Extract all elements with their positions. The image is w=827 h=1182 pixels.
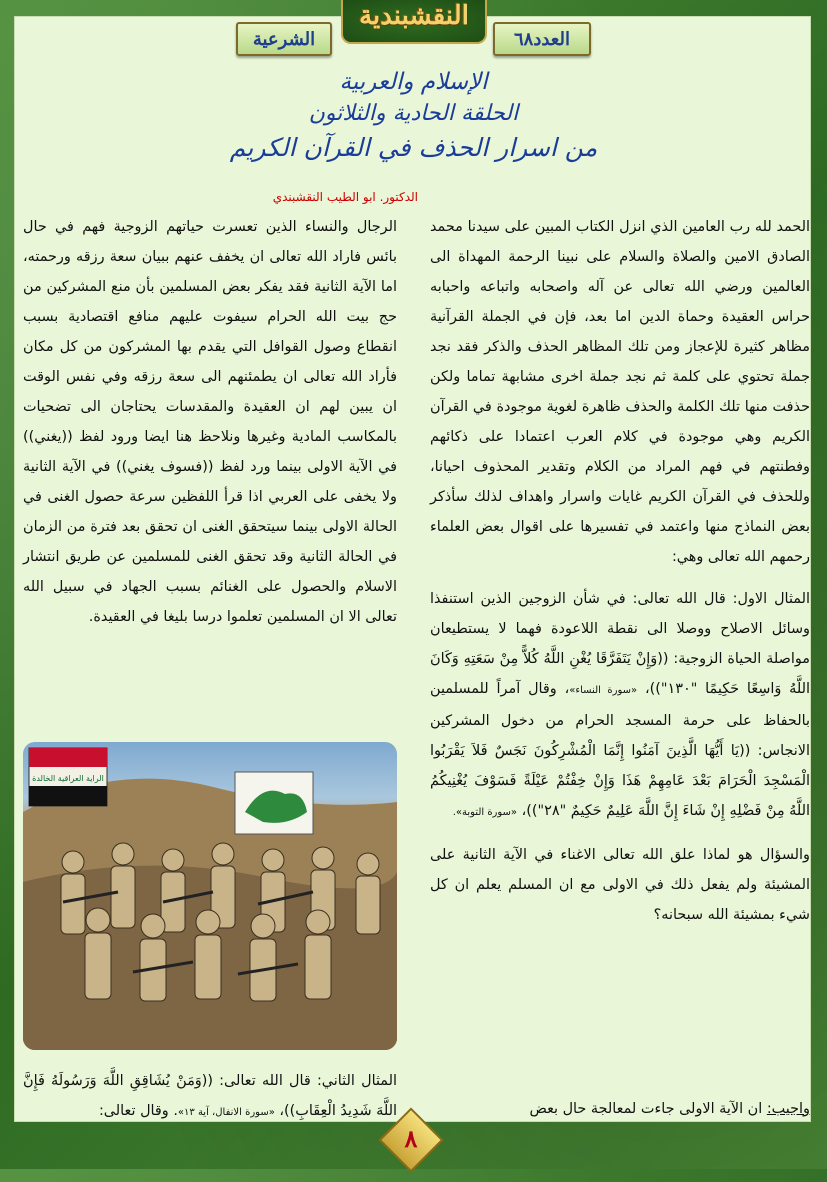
left-column-bottom [23, 1066, 397, 1140]
verse-reference: «سورة النساء» [569, 685, 638, 696]
quran-verse: وَإِنْ يَتَفَرَّقَا يُغْنِ اللَّهُ كُلاًّ مِنْ سَعَتِهِ وَكَانَ اللَّهُ وَاسِعًا حَكِيمًا "١٣٠" [430, 651, 810, 697]
left-column [23, 212, 397, 644]
paragraph-example-2: المثال الثاني: قال الله تعالى: ((وَمَنْ يُشَاقِقِ اللَّهَ وَرَسُولَهُ فَإِنَّ اللَّهَ شَدِيدُ الْعِقَابِ))، «سورة الانفال، آية ١٣». وقال تعالى: [23, 1073, 398, 1119]
magazine-logo [341, 0, 487, 44]
fighters-photo-illustration [23, 742, 397, 1050]
article-titles [0, 66, 827, 166]
title-line-1: الإسلام والعربية [339, 69, 488, 95]
logo-text: النقشبندية [359, 1, 469, 31]
answer-label: واجيب: [766, 1101, 810, 1117]
paragraph-example-1: المثال الاول: قال الله تعالى: في شأن الزوجين الذين استنفذا وسائل الاصلاح ووصلا الى نقطة اللاعودة فهما لا يستطيعان مواصلة الحياة الزوجية: ((وَإِنْ يَتَفَرَّقَا يُغْنِ اللَّهُ كُلاًّ مِنْ سَعَتِهِ وَكَانَ اللَّهُ وَاسِعًا حَكِيمًا "١٣٠"))، «سورة النساء»، وقال آمراً للمسلمين بالحفاظ على حرمة المسجد الحرام من دخول المشركين الانجاس: ((يَا أَيُّهَا الَّذِينَ آمَنُوا إِنَّمَا الْمُشْرِكُونَ نَجَسٌ فَلاَ يَقْرَبُوا الْمَسْجِدَ الْحَرَامَ بَعْدَ عَامِهِمْ هَذَا وَإِنْ خِفْتُمْ عَيْلَةً فَسَوْفَ يُغْنِيكُمُ اللَّهُ مِنْ فَضْلِهِ إِنْ شَاءَ إِنَّ اللَّهَ عَلِيمٌ حَكِيمٌ "٢٨"))، «سورة التوبة». [430, 591, 810, 819]
title-line-3: من اسرار الحذف في القرآن الكريم [229, 133, 598, 162]
page-number: ٨ [404, 1124, 418, 1153]
issue-number-tab: العدد٦٨ [493, 22, 591, 56]
banner-caption: الراية العراقية الخالدة [32, 774, 104, 783]
section-tab: الشرعية [236, 22, 332, 56]
title-line-2: الحلقة الحادية والثلاثون [308, 101, 519, 126]
verse-reference: «سورة التوبة». [452, 807, 518, 818]
quran-verse: يَا أَيُّهَا الَّذِينَ آمَنُوا إِنَّمَا الْمُشْرِكُونَ نَجَسٌ فَلاَ يَقْرَبُوا الْمَسْجِدَ الْحَرَامَ بَعْدَ عَامِهِمْ هَذَا وَإِنْ خِفْتُمْ عَيْلَةً فَسَوْفَ يُغْنِيكُمُ اللَّهُ مِنْ فَضْلِهِ إِنْ شَاءَ إِنَّ اللَّهَ عَلِيمٌ حَكِيمٌ "٢٨" [430, 743, 810, 819]
article-photo [23, 742, 397, 1050]
author-byline: الدكتور. ابو الطيب النقشبندي [272, 190, 418, 204]
right-column [430, 212, 810, 942]
verse-reference: «سورة الانفال، آية ١٣» [177, 1107, 275, 1118]
paragraph-question: والسؤال هو لماذا علق الله تعالى الاغناء في الآية الثانية على المشيئة ولم يفعل ذلك في الاولى مع ان المسلم يعلم ان كل شيء بمشيئة الله سبحانه؟ [430, 847, 810, 923]
right-column-bottom [430, 1094, 810, 1136]
paragraph-intro: الحمد لله رب العامين الذي انزل الكتاب المبين على سيدنا محمد الصادق الامين والصلاة والسلام على نبينا الرحمة المهداة الى العالمين ورضي الله تعالى عن آله واصحابه واتباعه واحبابه حراس العقيدة وحماة الدين اما بعد، فإن في الجملة القرآنية مظاهر كثيرة للإعجاز ومن تلك المظاهر الحذف والذكر فقد نجد جملة تحتوي على كلمة ثم نجد جملة اخرى مشابهة تماما ولكن حذفت منها تلك الكلمة والحذف ظاهرة لغوية موجودة في القرآن الكريم وهي موجودة في كلام العرب اعتمادا على ذكائهم وفطنتهم في فهم المراد من الكلام وتقدير المحذوف احيانا، وللحذف في القرآن الكريم غايات واسرار واهداف لذلك سأذكر بعض النماذج منها واعتمد في تفسيرها على اقوال بعض العلماء رحمهم الله تعالى وهي: [430, 219, 810, 565]
paragraph-answer: واجيب: ان الآية الاولى جاءت لمعالجة حال بعض [529, 1101, 810, 1117]
quran-verse: وَمَنْ يُشَاقِقِ اللَّهَ وَرَسُولَهُ فَإِنَّ اللَّهَ شَدِيدُ الْعِقَابِ [23, 1073, 397, 1119]
paragraph-continuation: الرجال والنساء الذين تعسرت حياتهم الزوجية فهم في حال بائس فاراد الله تعالى ان يخفف عنهم ببيان سعة رزقه ورحمته، اما الآية الثانية فقد يفكر بعض المسلمين بأن منع المشركين من حج بيت الله الحرام سيفوت عليهم منافع اقتصادية بسبب انقطاع وصول القوافل التي يقدم بها المشركون من كل مكان فأراد الله تعالى ان يطمئنهم الى سعة رزقه وفي نفس الوقت ان يبين لهم ان العقيدة والمقدسات يحتاجان الى تضحيات بالمكاسب المادية وغيرها ونلاحظ هنا ايضا ورود لفظ ((يغني)) في الآية الاولى بينما ورد لفظ ((فسوف يغني)) في الآية الثانية ولا يخفى على العربي اذا قرأ اللفظين سرعة حصول الغنى في الحالة الاولى بينما سيتحقق الغنى ان تحقق بعد فترة من الزمان في الحالة الثانية وقد تحقق الغنى للمسلمين عن طريق انتشار الاسلام والحصول على الغنائم بسبب الجهاد في سبيل الله تعالى الا ان المسلمين تعلموا درسا بليغا في العقيدة. [23, 219, 397, 625]
